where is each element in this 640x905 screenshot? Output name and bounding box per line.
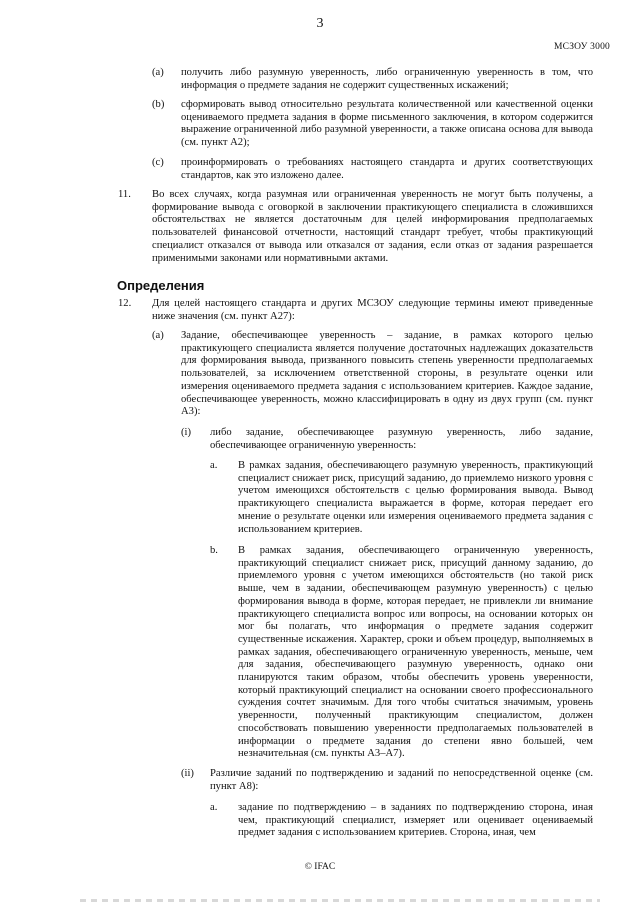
para-12-a-label: (a) (152, 330, 164, 341)
para-12-ib-label: b. (210, 545, 218, 556)
item-a-text: получить либо разумную уверенность, либо ограниченную уверенность в том, что информация о предмете задания не содержит существенных искажений; (181, 67, 593, 91)
footer-copyright: © IFAC (304, 862, 336, 872)
section-heading: Определения (117, 278, 205, 293)
item-c-text: проинформировать о требованиях настоящего стандарта и других соответствующих стандартов, как это изложено далее. (181, 157, 593, 181)
scan-edge-artifact (80, 899, 600, 902)
item-c-label: (c) (152, 157, 164, 168)
para-12-a-text: Задание, обеспечивающее уверенность – задание, в рамках которого целью практикующего специалиста является получение достаточных надлежащих доказательств для формирования вывода, призванного повысить степень уверенности предполагаемых пользователей, за исключением ответственной стороны, в результате оценки или измерения оцениваемого предмета задания с использованием критериев. Каждое задание, обеспечивающее уверенность, можно классифицировать в одну из двух групп (см. пункт A3): (181, 330, 593, 418)
para-12-iia-text: задание по подтверждению – в заданиях по подтверждению сторона, иная чем, практикующий специалист, измеряет или оценивает оцениваемый предмет задания с использованием критериев. Сторона, иная, чем (238, 802, 593, 839)
para-12-i-text: либо задание, обеспечивающее разумную уверенность, либо задание, обеспечивающее ограниченную уверенность: (210, 427, 593, 451)
para-12-number: 12. (118, 298, 132, 309)
para-12-i-label: (i) (181, 427, 191, 438)
document-code: МСЗОУ 3000 (554, 42, 610, 52)
para-12-ii-text: Различие заданий по подтверждению и заданий по непосредственной оценке (см. пункт A8): (210, 768, 593, 792)
page-number: 3 (316, 16, 324, 31)
item-b-text: сформировать вывод относительно результата количественной или качественной оценки оцениваемого предмета задания в форме письменного заключения, в котором содержится выражение ограниченной либо разумной уверенности, а также описана основа для вывода (см. пункт A2); (181, 99, 593, 149)
para-12-iia-label: a. (210, 802, 218, 813)
item-b-label: (b) (152, 99, 165, 110)
para-11-number: 11. (118, 189, 131, 200)
item-a-label: (a) (152, 67, 164, 78)
para-12-intro: Для целей настоящего стандарта и других МСЗОУ следующие термины имеют приведенные ниже значения (см. пункт A27): (152, 298, 593, 322)
para-12-ia-text: В рамках задания, обеспечивающего разумную уверенность, практикующий специалист снижает риск, присущий заданию, до приемлемо низкого уровня с учетом имеющихся обстоятельств с целью формирования вывода. Вывод практикующего специалиста выражается в форме, которая передает его мнение о результате оценки или измерения оцениваемого предмета задания с использованием критериев. (238, 460, 593, 535)
para-12-ii-label: (ii) (181, 768, 194, 779)
para-12-ia-label: a. (210, 460, 218, 471)
para-11-text: Во всех случаях, когда разумная или ограниченная уверенность не могут быть получены, а формирование вывода с оговоркой в заключении практикующего специалиста в сложившихся обстоятельствах не является достаточным для целей информирования предполагаемых пользователей финансовой отчетности, настоящий стандарт требует, чтобы практикующий специалист отказался от вывода или отказался от задания, если отказ от задания разрешается применимыми законами или нормативными актами. (152, 189, 593, 264)
para-12-ib-text: В рамках задания, обеспечивающего ограниченную уверенность, практикующий специалист снижает риск, присущий данному заданию, до приемлемого уровня с учетом имеющихся обстоятельств (но такой риск выше, чем в задании, обеспечивающем разумную уверенность) с целью формирования вывода в форме, которая передает, не привлекли ли внимание практикующего специалиста вопрос или вопросы, на основании которых он мог бы полагать, что информация о предмете задания содержит существенные искажения. Характер, сроки и объем процедур, выполняемых в рамках задания, обеспечивающего ограниченную уверенность, меньше, чем для задания, обеспечивающего разумную уверенность, однако они планируются таким образом, чтобы обеспечить уровень уверенности, который практикующий специалист на основании своего профессионального суждения сочтет значимым. Для того чтобы считаться значимым, уровень уверенности, полученный практикующим специалистом, должен способствовать повышению уверенности предполагаемых пользователей в информации о предмете задания до степени явно большей, чем незначительная (см. пункты A3–A7). (238, 545, 593, 760)
